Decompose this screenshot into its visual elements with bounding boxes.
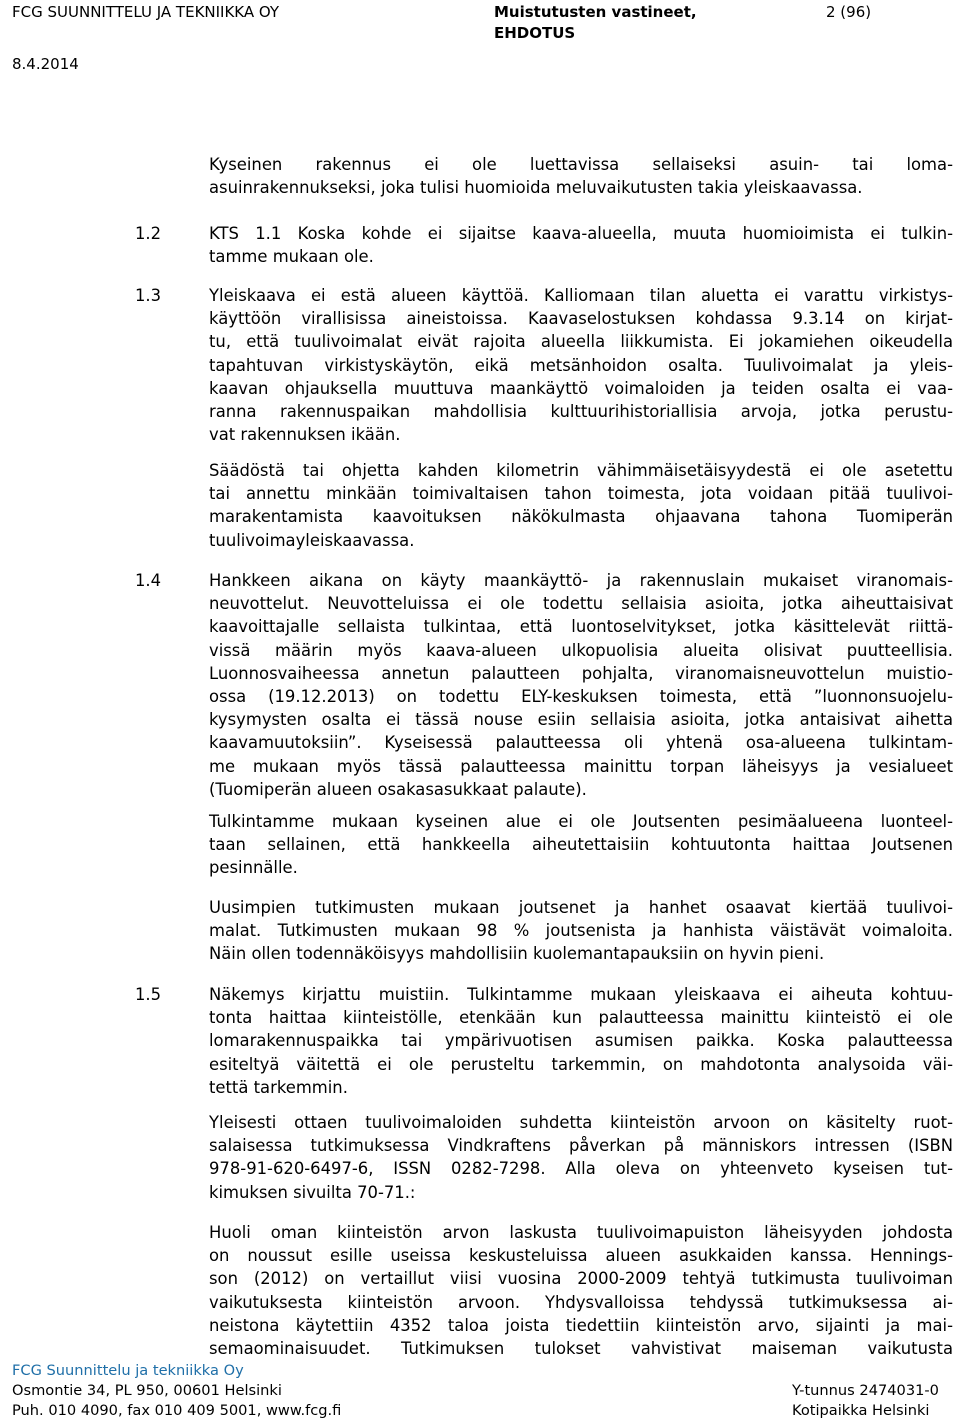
text-line: (Tuomiperän alueen osakasasukkaat palaute). xyxy=(209,779,587,799)
text-line: Luonnosvaiheessa annetun palautteen pohjalta, viranomaisneuvottelun muistio- xyxy=(209,663,953,683)
text-line: esiteltyä väitettä ei ole perusteltu tarkemmin, on mahdotonta analysoida väi- xyxy=(209,1054,953,1074)
header-title xyxy=(494,2,697,44)
footer-ytunnus: Y-tunnus 2474031-0 xyxy=(792,1382,939,1399)
header-company: FCG SUUNNITTELU JA TEKNIIKKA OY xyxy=(12,3,280,21)
text-line: semaominaisuudet. Tutkimuksen tulokset vahvistivat maiseman vaikutusta xyxy=(209,1339,953,1359)
section-1-5-text xyxy=(209,983,953,1099)
paragraph-intro xyxy=(209,153,953,199)
header-page-number: 2 (96) xyxy=(826,3,872,21)
text-line: Huoli oman kiinteistön arvon laskusta tuulivoimapuiston läheisyyden johdosta xyxy=(209,1223,953,1242)
section-1-4-text xyxy=(209,569,953,801)
text-line: 978-91-620-6497-6, ISSN 0282-7298. Alla oleva on yhteenveto kyseisen tut- xyxy=(209,1159,953,1179)
section-number-1-3: 1.3 xyxy=(135,286,162,305)
footer-kotipaikka: Kotipaikka Helsinki xyxy=(792,1402,930,1419)
section-1-5-paragraph-2 xyxy=(209,1111,953,1204)
section-number-1-2: 1.2 xyxy=(135,224,162,243)
text-line: taan sellainen, että hankkeella aiheutettaisiin kohtuutonta haittaa Joutsenen xyxy=(209,835,953,855)
text-line: son (2012) on vertaillut viisi vuosina 2000-2009 tehtyä tutkimusta tuulivoiman xyxy=(209,1269,953,1289)
header-title-line1: Muistutusten vastineet, xyxy=(494,3,697,21)
text-line: tonta haittaa kiinteistölle, etenkään kun palautteessa mainittu kiinteistö ei ole xyxy=(209,1008,953,1028)
section-number-1-4: 1.4 xyxy=(135,571,162,590)
header-title-line2: EHDOTUS xyxy=(494,24,576,42)
footer-address: Osmontie 34, PL 950, 00601 Helsinki xyxy=(12,1382,282,1399)
text-line: tuulivoimayleiskaavassa. xyxy=(209,530,415,550)
text-line: Säädöstä tai ohjetta kahden kilometrin vähimmäisetäisyydestä ei ole asetettu xyxy=(209,461,953,480)
text-line: neistona käytettiin 4352 taloa joista tiedettiin kiinteistön arvo, sijainti ja mai- xyxy=(209,1315,953,1335)
text-line: tapahtuvan virkistyskäytön, eikä metsänhoidon osalta. Tuulivoimalat ja yleis- xyxy=(209,355,953,375)
text-line: kysymysten osalta ei tässä nouse esiin sellaisia asioita, jotka antaisivat aihetta xyxy=(209,710,953,730)
text-line: käyttöön virallisissa aineistoissa. Kaavaselostuksen kohdassa 9.3.14 on kirjat- xyxy=(209,309,953,329)
section-number-1-5: 1.5 xyxy=(135,985,162,1004)
text-line: Tulkintamme mukaan kyseinen alue ei ole Joutsenten pesimäalueena luonteel- xyxy=(209,812,953,831)
section-1-5-paragraph-3 xyxy=(209,1221,953,1360)
text-line: Uusimpien tutkimusten mukaan joutsenet ja hanhet osaavat kiertää tuulivoi- xyxy=(209,898,953,917)
section-1-3-paragraph-2 xyxy=(209,459,953,552)
text-line: kimuksen sivuilta 70-71.: xyxy=(209,1182,416,1202)
text-line: malat. Tutkimusten mukaan 98 % joutsenista ja hanhista väistävät voimaloita. xyxy=(209,921,953,941)
text-line: pesinnälle. xyxy=(209,858,298,878)
text-line: ossa (19.12.2013) on todettu ELY-keskuksen toimesta, että ”luonnonsuojelu- xyxy=(209,687,953,707)
section-1-2-text xyxy=(209,222,953,268)
text-line: me mukaan myös tässä palautteessa mainittu torpan läheisyys ja vesialueet xyxy=(209,756,953,776)
text-line: on noussut esille useissa keskusteluissa alueen asukkaiden kanssa. Hennings- xyxy=(209,1246,953,1266)
section-1-4-paragraph-3 xyxy=(209,896,953,966)
header-date: 8.4.2014 xyxy=(12,55,79,73)
text-line: KTS 1.1 Koska kohde ei sijaitse kaava-alueella, muuta huomioimista ei tulkin- xyxy=(209,224,953,243)
footer-company: FCG Suunnittelu ja tekniikka Oy xyxy=(12,1362,244,1379)
text-line: kaavoittajalle sellaista tulkintaa, että luontoselvitykset, jotka käsittelevät riittä- xyxy=(209,617,953,637)
text-line: marakentamista kaavoituksen näkökulmasta ohjaavana tahona Tuomiperän xyxy=(209,507,953,527)
text-line: kaavamuutoksiin”. Kyseisessä palautteessa oli yhtenä osa-alueena tulkintam- xyxy=(209,733,953,753)
text-line: Kyseinen rakennus ei ole luettavissa sellaiseksi asuin- tai loma- xyxy=(209,155,953,174)
section-1-3-text xyxy=(209,284,953,446)
text-line: lomarakennuspaikka tai ympärivuotisen asumisen paikka. Koska palautteessa xyxy=(209,1031,953,1051)
text-line: vissä määrin myös kaava-alueen ulkopuolisia alueita olisivat puutteellisia. xyxy=(209,640,953,660)
text-line: neuvottelut. Neuvotteluissa ei ole todettu sellaisia asioita, jotka aiheuttaisivat xyxy=(209,594,953,614)
text-line: Yleiskaava ei estä alueen käyttöä. Kalliomaan tilan aluetta ei varattu virkistys- xyxy=(209,286,953,305)
text-line: asuinrakennukseksi, joka tulisi huomioida meluvaikutusten takia yleiskaavassa. xyxy=(209,178,863,198)
footer-phone: Puh. 010 4090, fax 010 409 5001, www.fcg.fi xyxy=(12,1402,342,1419)
section-1-4-paragraph-2 xyxy=(209,810,953,880)
text-line: tettä tarkemmin. xyxy=(209,1077,348,1097)
text-line: tai annettu minkään toimivaltaisen tahon toimesta, jota voidaan pitää tuulivoi- xyxy=(209,484,953,504)
text-line: tamme mukaan ole. xyxy=(209,247,374,267)
text-line: Hankkeen aikana on käyty maankäyttö- ja rakennuslain mukaiset viranomais- xyxy=(209,571,953,590)
text-line: tu, että tuulivoimalat eivät rajoita alueella liikkumista. Ei jokamiehen oikeudella xyxy=(209,332,953,352)
text-line: vat rakennuksen ikään. xyxy=(209,425,401,445)
text-line: Yleisesti ottaen tuulivoimaloiden suhdetta kiinteistön arvoon on käsitelty ruot- xyxy=(209,1113,953,1132)
text-line: kaavan ohjauksella muuttuva maankäyttö voimaloiden ja teiden osalta ei vaa- xyxy=(209,378,953,398)
text-line: Näkemys kirjattu muistiin. Tulkintamme mukaan yleiskaava ei aiheuta kohtuu- xyxy=(209,985,953,1004)
text-line: Näin ollen todennäköisyys mahdollisiin kuolemantapauksiin on hyvin pieni. xyxy=(209,944,825,964)
text-line: vaikutuksesta kiinteistön arvoon. Yhdysvalloissa tehdyssä tutkimuksessa ai- xyxy=(209,1292,953,1312)
text-line: salaisessa tutkimuksessa Vindkraftens påverkan på människors intressen (ISBN xyxy=(209,1136,953,1156)
text-line: ranna rakennuspaikan mahdollisia kulttuurihistoriallisia arvoja, jotka perustu- xyxy=(209,402,953,422)
